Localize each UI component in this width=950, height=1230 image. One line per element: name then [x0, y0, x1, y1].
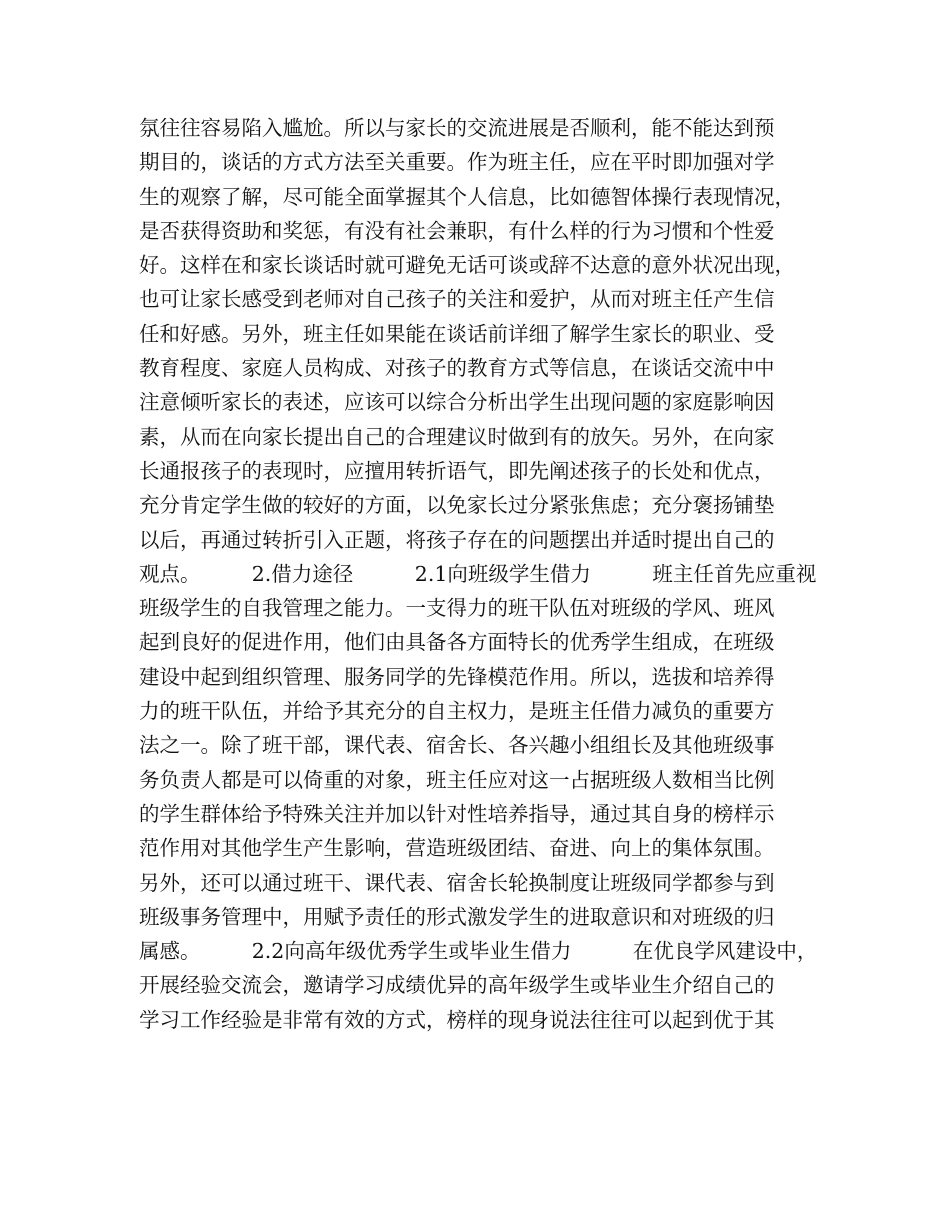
text-line: 好。这样在和家长谈话时就可避免无话可谈或辞不达意的意外状况出现， — [139, 253, 795, 278]
text-line: 期目的，谈话的方式方法至关重要。作为班主任，应在平时即加强对学 — [139, 150, 775, 175]
text-line: 是否获得资助和奖惩，有没有社会兼职，有什么样的行为习惯和个性爱 — [139, 218, 775, 243]
text-line: 班级学生的自我管理之能力。一支得力的班干队伍对班级的学风、班风 — [139, 596, 775, 621]
text-line: 观点。 2.借力途径 2.1向班级学生借力 班主任首先应重视 — [139, 561, 817, 586]
text-line: 建设中起到组织管理、服务同学的先锋模范作用。所以，选拔和培养得 — [139, 664, 775, 689]
text-line: 任和好感。另外，班主任如果能在谈话前详细了解学生家长的职业、受 — [139, 321, 775, 346]
text-line: 生的观察了解，尽可能全面掌握其个人信息，比如德智体操行表现情况， — [139, 184, 795, 209]
text-line: 开展经验交流会，邀请学习成绩优异的高年级学生或毕业生介绍自己的 — [139, 973, 775, 998]
text-line: 法之一。除了班干部，课代表、宿舍长、各兴趣小组组长及其他班级事 — [139, 733, 775, 758]
text-line: 属感。 2.2向高年级优秀学生或毕业生借力 在优良学风建设中， — [139, 939, 818, 964]
text-line: 另外，还可以通过班干、课代表、宿舍长轮换制度让班级同学都参与到 — [139, 870, 775, 895]
text-line: 充分肯定学生做的较好的方面，以免家长过分紧张焦虑；充分褒扬铺垫 — [139, 493, 775, 518]
text-line: 起到良好的促进作用，他们由具备各方面特长的优秀学生组成，在班级 — [139, 630, 775, 655]
text-line: 的学生群体给予特殊关注并加以针对性培养指导，通过其自身的榜样示 — [139, 801, 775, 826]
text-line: 注意倾听家长的表述，应该可以综合分析出学生出现问题的家庭影响因 — [139, 390, 775, 415]
text-line: 教育程度、家庭人员构成、对孩子的教育方式等信息，在谈话交流中中 — [139, 356, 775, 381]
body-text — [139, 111, 839, 1037]
text-line: 氛往往容易陷入尴尬。所以与家长的交流进展是否顺利，能不能达到预 — [139, 116, 775, 140]
text-line: 以后，再通过转折引入正题，将孩子存在的问题摆出并适时提出自己的 — [139, 527, 775, 552]
text-line: 学习工作经验是非常有效的方式，榜样的现身说法往往可以起到优于其 — [139, 1007, 775, 1032]
text-line: 力的班干队伍，并给予其充分的自主权力，是班主任借力减负的重要方 — [139, 699, 775, 724]
text-line: 班级事务管理中，用赋予责任的形式激发学生的进取意识和对班级的归 — [139, 904, 775, 929]
text-line: 范作用对其他学生产生影响，营造班级团结、奋进、向上的集体氛围。 — [139, 836, 775, 861]
text-line: 务负责人都是可以倚重的对象，班主任应对这一占据班级人数相当比例 — [139, 767, 775, 792]
text-line: 也可让家长感受到老师对自己孩子的关注和爱护，从而对班主任产生信 — [139, 287, 775, 312]
text-line: 长通报孩子的表现时，应擅用转折语气，即先阐述孩子的长处和优点， — [139, 458, 775, 483]
text-line: 素，从而在向家长提出自己的合理建议时做到有的放矢。另外，在向家 — [139, 424, 775, 449]
